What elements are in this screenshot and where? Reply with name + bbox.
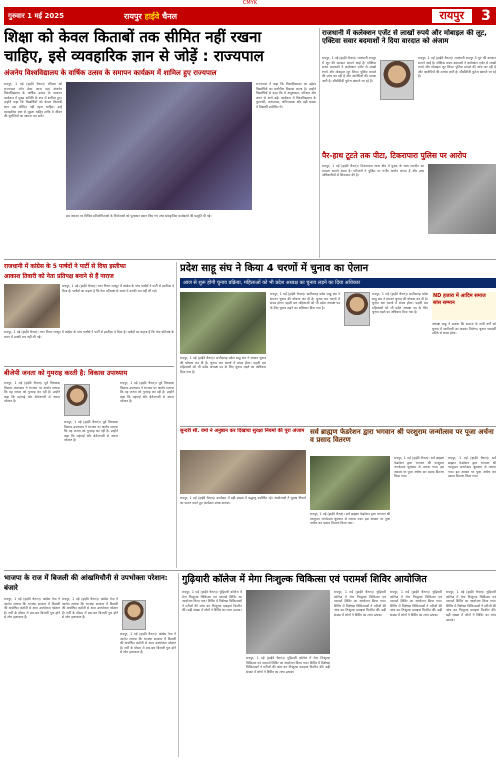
election-headline: प्रदेश साहू संघ ने किया 4 चरणों में चुनाव का ऐलान	[180, 263, 369, 274]
election-body-a: रायपुर, 1 मई (हाईवे चैनल)। छत्तीसगढ़ प्रदेश साहू संघ ने संगठन चुनाव की घोषणा कर दी है। चुनाव चार चरणों में संपन्न होगा। पहली बार महिलाओं को भी प्रदेश अध्यक्ष पद के लिए चुनाव लड़ने का अधिकार दिया गया है।	[180, 356, 266, 374]
bjp-body-1: रायपुर, 1 मई (हाईवे चैनल)। पूर्व विधायक विकास उपाध्याय ने भाजपा पर आरोप लगाया कि वह जनता को गुमराह कर रही है। उन्होंने कहा कि महंगाई और बेरोजगारी से जनता परेशान है।	[4, 381, 60, 404]
bjp-headline: बीजेपी जनता को गुमराह करती है: विकास उपाध्याय	[4, 369, 128, 377]
congress-body-b: रायपुर, 1 मई (हाईवे चैनल)। नगर निगम रायपुर में कांग्रेस के पांच पार्षदों ने पार्टी से इस्तीफा दे दिया है। पार्षदों का कहना है कि नेता प्रतिपक्ष के चयन में उनकी राय नहीं ली गई।	[4, 330, 174, 339]
camp-body-a: रायपुर, 1 मई (हाईवे चैनल)। गुढ़ियारी कॉलेज में मेगा निःशुल्क चिकित्सा एवं परामर्श शिविर का आयोजन किया गया। शिविर में विशेषज्ञ चिकित्सकों ने मरीजों की जांच कर निःशुल्क दवाइयां वितरित कीं। बड़ी संख्या में लोगों ने शिविर का लाभ उठाया।	[182, 590, 242, 613]
lead-body-2: राज्यपाल ने कहा कि विश्वविद्यालय का उद्देश्य विद्यार्थियों का सर्वांगीण विकास करना है। उन्होंने विद्यार्थियों से कहा कि वे अनुशासन, परिश्रम और लगन से आगे बढ़ें। कार्यक्रम में विश्वविद्यालय के कुलपति, प्राध्यापक, अभिभावक और बड़ी संख्या में विद्यार्थी उपस्थित थे।	[256, 82, 316, 109]
congress-body-a: रायपुर, 1 मई (हाईवे चैनल)। नगर निगम रायपुर में कांग्रेस के पांच पार्षदों ने पार्टी से इस्तीफा दे दिया है। पार्षदों का कहना है कि नेता प्रतिपक्ष के चयन में उनकी राय नहीं ली गई।	[62, 284, 174, 293]
camp-body-d: रायपुर, 1 मई (हाईवे चैनल)। गुढ़ियारी कॉलेज में मेगा निःशुल्क चिकित्सा एवं परामर्श शिविर का आयोजन किया गया। शिविर में विशेषज्ञ चिकित्सकों ने मरीजों की जांच कर निःशुल्क दवाइयां वितरित कीं। बड़ी संख्या में लोगों ने शिविर का लाभ उठाया।	[390, 590, 442, 617]
power-body-c: रायपुर, 1 मई (हाईवे चैनल)। कांग्रेस नेता ने आरोप लगाया कि भाजपा सरकार में बिजली की अघोषित कटौती से आम उपभोक्ता परेशान हैं। गर्मी के मौसम में बार-बार बिजली गुल होने से लोग हलाकान हैं।	[120, 632, 176, 655]
section-divider	[4, 259, 496, 260]
issue-date: गुरुवार 1 मई 2025	[8, 11, 64, 20]
bjp-body-2: रायपुर, 1 मई (हाईवे चैनल)। पूर्व विधायक विकास उपाध्याय ने भाजपा पर आरोप लगाया कि वह जनता को गुमराह कर रही है। उन्होंने कहा कि महंगाई और बेरोजगारी से जनता परेशान है।	[64, 420, 118, 443]
camp-body-b: रायपुर, 1 मई (हाईवे चैनल)। गुढ़ियारी कॉलेज में मेगा निःशुल्क चिकित्सा एवं परामर्श शिविर का आयोजन किया गया। शिविर में विशेषज्ञ चिकित्सकों ने मरीजों की जांच कर निःशुल्क दवाइयां वितरित कीं। बड़ी संख्या में लोगों ने शिविर का लाभ उठाया।	[246, 656, 330, 674]
congress-subhead: आकाश तिवारी को नेता प्रतिपक्ष बनाने से हैं नाराज	[4, 273, 114, 280]
camp-photo	[246, 590, 330, 654]
brahmin-headline: सर्व ब्राह्मण फेडरेशन द्वारा भगवान श्री परशुराम जन्मोत्सव पर पूजा अर्चना व प्रसाद वितरण	[310, 428, 494, 444]
congress-photo	[4, 284, 60, 328]
lead-body-1: रायपुर, 1 मई (हाईवे चैनल)। रविवार को राज्यपाल रमेन डेका आज यहां अंजनेय विश्वविद्यालय के वार्षिक उत्सव के समापन कार्यक्रम में मुख्य अतिथि के रूप में शामिल हुए। उन्होंने कहा कि विद्यार्थियों को केवल किताबी ज्ञान तक सीमित नहीं रहना चाहिए। उन्हें व्यवहारिक ज्ञान से जुड़ना चाहिए ताकि वे जीवन की चुनौतियों का सामना कर सकें।	[4, 82, 62, 119]
section-name: रायपुर	[432, 9, 472, 23]
loot-body-cont: रायपुर, 1 मई (हाईवे चैनल)। राजधानी रायपुर में लूट की वारदात सामने आई है। एक्टिवा सवार बदमाशों ने कलेक्शन एजेंट से लाखों रुपये और मोबाइल लूट लिया। पुलिस मामले की जांच कर रही है और आरोपियों की तलाश जारी है। सीसीटीवी फुटेज खंगाले जा रहे हैं।	[418, 56, 496, 79]
brand-name	[124, 11, 432, 22]
lead-body-3: इस अवसर पर विभिन्न प्रतियोगिताओं के विजेताओं को पुरस्कार प्रदान किए गए तथा सांस्कृतिक कार्यक्रमों की प्रस्तुति दी गई।	[66, 214, 212, 218]
power-body-a: रायपुर, 1 मई (हाईवे चैनल)। कांग्रेस नेता ने आरोप लगाया कि भाजपा सरकार में बिजली की अघोषित कटौती से आम उपभोक्ता परेशान हैं। गर्मी के मौसम में बार-बार बिजली गुल होने से लोग हलाकान हैं।	[4, 597, 60, 620]
camp-headline: गुढ़ियारी कॉलेज में मेगा निःशुल्क चिकित्सा एवं परामर्श शिविर आयोजित	[182, 574, 427, 585]
column-divider-2	[176, 262, 177, 568]
brahmin-body-a: रायपुर, 1 मई (हाईवे चैनल)। सर्व ब्राह्मण फेडरेशन द्वारा भगवान श्री परशुराम जन्मोत्सव धूमधाम से मनाया गया। इस अवसर पर पूजा अर्चना कर प्रसाद वितरण किया गया।	[310, 512, 390, 526]
assault-headline: पैर-हाथ टूटते तक पीटा, टिकरापारा पुलिस पर आरोप	[322, 151, 467, 160]
column-divider	[319, 28, 320, 258]
brahmin-photo	[310, 456, 390, 510]
power-headline: भाजपा के राज में बिजली की आंखमिचौनी से उपभोक्ता परेशान: बंजारे	[4, 574, 168, 592]
bottom-mid-body: रायपुर, 1 मई (हाईवे चैनल)। कार्यक्रम में बड़ी संख्या में श्रद्धालु उपस्थित रहे। आयोजकों ने सुरक्षा नियमों का पालन करते हुए कार्यक्रम संपन्न कराया।	[180, 496, 306, 505]
brahmin-body-c: रायपुर, 1 मई (हाईवे चैनल)। सर्व ब्राह्मण फेडरेशन द्वारा भगवान श्री परशुराम जन्मोत्सव धूमधाम से मनाया गया। इस अवसर पर पूजा अर्चना कर प्रसाद वितरण किया गया।	[448, 456, 496, 479]
lead-subhead: अंजनेय विश्वविद्यालय के वार्षिक उत्सव के समापन कार्यक्रम में शामिल हुए राज्यपाल	[4, 69, 217, 77]
loot-body: रायपुर, 1 मई (हाईवे चैनल)। राजधानी रायपुर में लूट की वारदात सामने आई है। एक्टिवा सवार बदमाशों ने कलेक्शन एजेंट से लाखों रुपये और मोबाइल लूट लिया। पुलिस मामले की जांच कर रही है और आरोपियों की तलाश जारी है। सीसीटीवी फुटेज खंगाले जा रहे हैं।	[322, 56, 376, 83]
divider-bjp	[4, 366, 174, 367]
person-photo	[380, 60, 414, 100]
lead-photo	[66, 82, 252, 210]
divider-bottom	[4, 570, 496, 571]
election-photo	[180, 292, 266, 354]
assault-body: रायपुर, 1 मई (हाईवे चैनल)। टिकरापारा थाना क्षेत्र में युवक के साथ मारपीट का मामला सामने आया है। परिजनों ने पुलिस पर गंभीर आरोप लगाए हैं और उच्च अधिकारियों से शिकायत की है।	[322, 164, 424, 178]
congress-headline: राजधानी में कांग्रेस के 5 पार्षदों ने पार्टी से दिया इस्तीफा	[4, 263, 126, 270]
bjp-person-photo	[64, 384, 90, 416]
lead-headline-2: चाहिए, इसे व्यवहारिक ज्ञान से जोड़ें : राज्यपाल	[4, 47, 264, 65]
camp-body-e: रायपुर, 1 मई (हाईवे चैनल)। गुढ़ियारी कॉलेज में मेगा निःशुल्क चिकित्सा एवं परामर्श शिविर का आयोजन किया गया। शिविर में विशेषज्ञ चिकित्सकों ने मरीजों की जांच कर निःशुल्क दवाइयां वितरित कीं। बड़ी संख्या में लोगों ने शिविर का लाभ उठाया।	[446, 590, 496, 622]
camp-body-c: रायपुर, 1 मई (हाईवे चैनल)। गुढ़ियारी कॉलेज में मेगा निःशुल्क चिकित्सा एवं परामर्श शिविर का आयोजन किया गया। शिविर में विशेषज्ञ चिकित्सकों ने मरीजों की जांच कर निःशुल्क दवाइयां वितरित कीं। बड़ी संख्या में लोगों ने शिविर का लाभ उठाया।	[334, 590, 386, 617]
election-body-b: रायपुर, 1 मई (हाईवे चैनल)। छत्तीसगढ़ प्रदेश साहू संघ ने संगठन चुनाव की घोषणा कर दी है। चुनाव चार चरणों में संपन्न होगा। पहली बार महिलाओं को भी प्रदेश अध्यक्ष पद के लिए चुनाव लड़ने का अधिकार दिया गया है।	[270, 292, 340, 310]
election-subhead: आज से शुरू होगी चुनाव प्रक्रिया, महिलाओं को भी प्रदेश अध्यक्ष का चुनाव लड़ने का दिया अधिकार	[180, 278, 496, 288]
assault-photo	[428, 164, 496, 234]
column-divider-3	[178, 573, 179, 757]
loot-headline: राजधानी में कलेक्शन एजेंट से लाखों रुपये और मोबाइल की लूट, एक्टिवा सवार बदमाशों ने दिया वारदात को अंजाम	[322, 29, 487, 45]
cmyk-marker: CMYK	[242, 0, 258, 6]
bottom-mid-headline: सुन्दरी सी. वर्मा ने अनुष्ठान कर दिखाया सुरक्षा नियमों की पूरा अंजाम	[180, 428, 305, 434]
masthead	[4, 7, 496, 25]
brand-highlight: हाईवे	[144, 11, 160, 21]
side-box-headline: ND हजारा में आदिम समाज सांस सम्मान	[432, 292, 496, 320]
divider-brahmin	[180, 426, 496, 427]
election-body-c: रायपुर, 1 मई (हाईवे चैनल)। छत्तीसगढ़ प्रदेश साहू संघ ने संगठन चुनाव की घोषणा कर दी है। चुनाव चार चरणों में संपन्न होगा। पहली बार महिलाओं को भी प्रदेश अध्यक्ष पद के लिए चुनाव लड़ने का अधिकार दिया गया है।	[372, 292, 428, 315]
power-body-b: रायपुर, 1 मई (हाईवे चैनल)। कांग्रेस नेता ने आरोप लगाया कि भाजपा सरकार में बिजली की अघोषित कटौती से आम उपभोक्ता परेशान हैं। गर्मी के मौसम में बार-बार बिजली गुल होने से लोग हलाकान हैं।	[62, 597, 118, 620]
side-box-body: अध्यक्ष साहू ने बताया कि समाज के सभी वर्गों को चुनाव में भागीदारी का अवसर मिलेगा। चुनाव पारदर्शी तरीके से संपन्न होगा।	[432, 322, 496, 336]
bjp-body-3: रायपुर, 1 मई (हाईवे चैनल)। पूर्व विधायक विकास उपाध्याय ने भाजपा पर आरोप लगाया कि वह जनता को गुमराह कर रही है। उन्होंने कहा कि महंगाई और बेरोजगारी से जनता परेशान है।	[120, 381, 174, 404]
brand-left: रायपुर	[124, 11, 142, 21]
power-person-photo	[122, 600, 146, 630]
bottom-mid-photo	[180, 450, 306, 494]
lead-headline-1: शिक्षा को केवल किताबों तक सीमित नहीं रखना	[4, 28, 262, 46]
election-person-photo	[344, 292, 370, 326]
brahmin-body-b: रायपुर, 1 मई (हाईवे चैनल)। सर्व ब्राह्मण फेडरेशन द्वारा भगवान श्री परशुराम जन्मोत्सव धूमधाम से मनाया गया। इस अवसर पर पूजा अर्चना कर प्रसाद वितरण किया गया।	[394, 456, 444, 479]
page-number: 3	[481, 8, 491, 24]
brand-right: चैनल	[162, 11, 178, 21]
